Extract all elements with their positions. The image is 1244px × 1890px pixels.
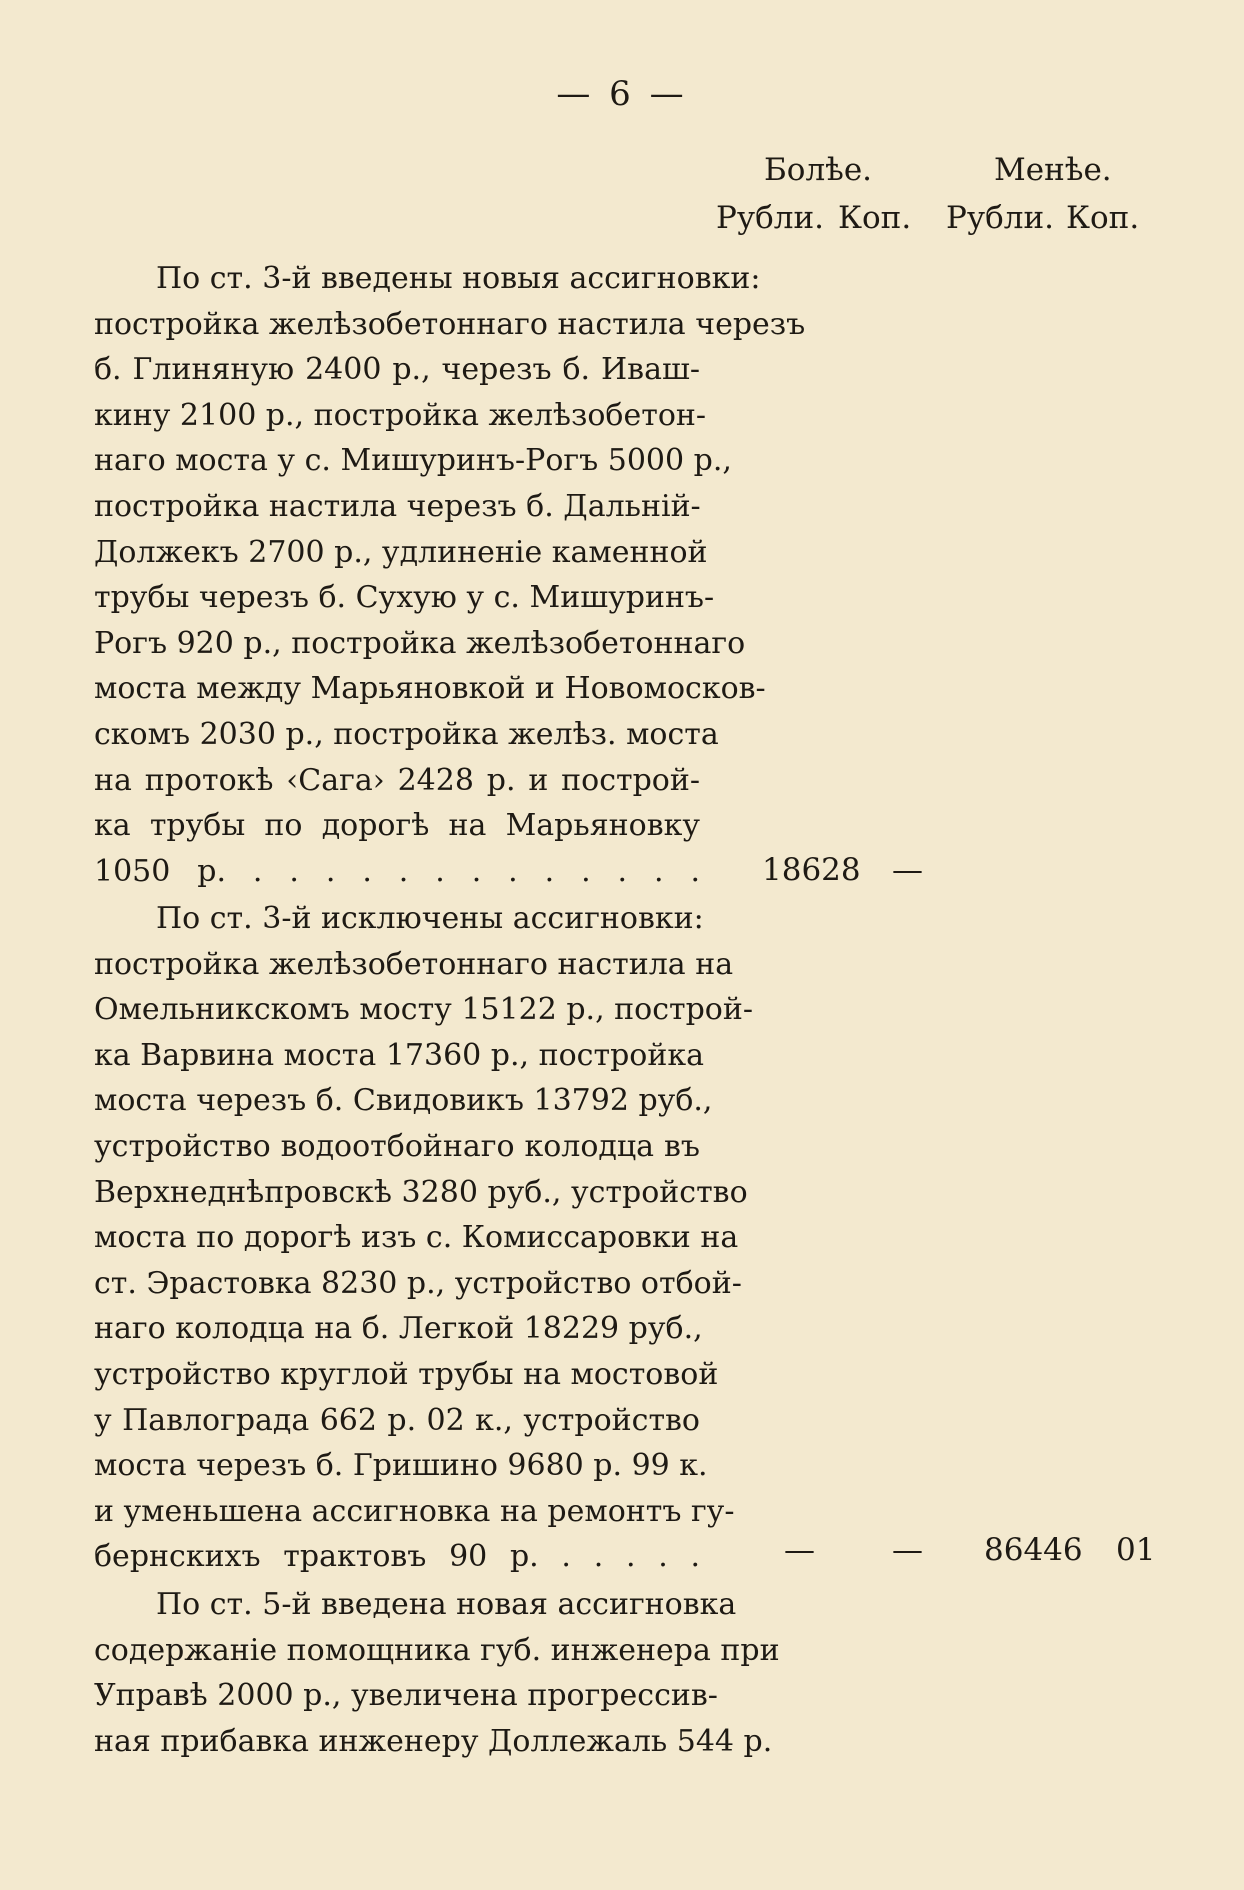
text-line: моста черезъ б. Свидовикъ 13792 руб.,: [94, 1083, 713, 1119]
text-line: устройство водоотбойнаго колодца въ: [94, 1128, 700, 1164]
text-line: б. Глиняную 2400 р., черезъ б. Иваш-: [94, 352, 700, 388]
text-line: Управѣ 2000 р., увеличена прогрессив-: [94, 1678, 718, 1714]
amount-less-kopecks-2: 01: [1116, 1532, 1156, 1568]
text-line: Омельникскомъ мосту 15122 р., построй-: [94, 992, 754, 1028]
text-line: постройка настила черезъ б. Дальній-: [94, 488, 701, 524]
text-line: 1050 р. . . . . . . . . . . . . .: [94, 853, 700, 889]
column-heading-kopecks-more: Коп.: [838, 200, 912, 236]
paragraph-2: [94, 896, 754, 1580]
amount-more-rubles-1: 18628: [762, 852, 861, 888]
text-line: бернскихъ трактовъ 90 р. . . . . .: [94, 1539, 700, 1575]
text-line: наго моста у с. Мишуринъ-Рогъ 5000 р.,: [94, 443, 732, 479]
text-line: моста между Марьяновкой и Новомосков-: [94, 671, 766, 707]
text-line: По ст. 5-й введена новая ассигновка: [156, 1587, 737, 1622]
text-line: постройка желѣзобетоннаго настила черезъ: [94, 306, 806, 342]
text-line: содержаніе помощника губ. инженера при: [94, 1632, 780, 1668]
text-line: ная прибавка инженеру Доллежаль 544 р.: [94, 1723, 773, 1759]
amount-more-kopecks-1: —: [892, 852, 923, 888]
text-line: трубы черезъ б. Сухую у с. Мишуринъ-: [94, 580, 715, 616]
text-line: скомъ 2030 р., постройка желѣз. моста: [94, 716, 719, 752]
text-line: ка трубы по дорогѣ на Марьяновку: [94, 808, 700, 844]
text-line: и уменьшена ассигновка на ремонтъ гу-: [94, 1493, 735, 1529]
text-line: Должекъ 2700 р., удлиненіе каменной: [94, 534, 708, 570]
text-line: наго колодца на б. Легкой 18229 руб.,: [94, 1311, 703, 1347]
paragraph-1: [94, 256, 806, 894]
column-heading-rubles-less: Рубли.: [946, 200, 1054, 236]
text-line: ст. Эрастовка 8230 р., устройство отбой-: [94, 1265, 742, 1301]
column-heading-less: Менѣе.: [994, 152, 1112, 188]
text-line: По ст. 3-й введены новыя ассигновки:: [156, 261, 761, 296]
text-line: у Павлограда 662 р. 02 к., устройство: [94, 1402, 700, 1438]
paragraph-3: [94, 1582, 780, 1764]
text-line: моста по дорогѣ изъ с. Комиссаровки на: [94, 1220, 739, 1256]
text-line: на протокѣ ‹Сага› 2428 р. и построй-: [94, 762, 700, 798]
text-line: кину 2100 р., постройка желѣзобетон-: [94, 397, 707, 433]
column-heading-rubles-more: Рубли.: [716, 200, 824, 236]
text-line: моста черезъ б. Гришино 9680 р. 99 к.: [94, 1448, 708, 1484]
text-line: Рогъ 920 р., постройка желѣзобетоннаго: [94, 625, 746, 661]
amount-more-kopecks-2: —: [892, 1532, 923, 1568]
text-line: По ст. 3-й исключены ассигновки:: [156, 901, 704, 936]
amount-less-rubles-2: 86446: [984, 1532, 1083, 1568]
column-heading-kopecks-less: Коп.: [1066, 200, 1140, 236]
text-line: ка Варвина моста 17360 р., постройка: [94, 1037, 704, 1073]
text-line: постройка желѣзобетоннаго настила на: [94, 946, 734, 982]
page-number: — 6 —: [556, 74, 688, 114]
column-heading-more: Болѣе.: [764, 152, 873, 188]
amount-more-rubles-2: —: [784, 1532, 815, 1568]
text-line: устройство круглой трубы на мостовой: [94, 1356, 719, 1392]
text-line: Верхнеднѣпровскѣ 3280 руб., устройство: [94, 1174, 748, 1210]
